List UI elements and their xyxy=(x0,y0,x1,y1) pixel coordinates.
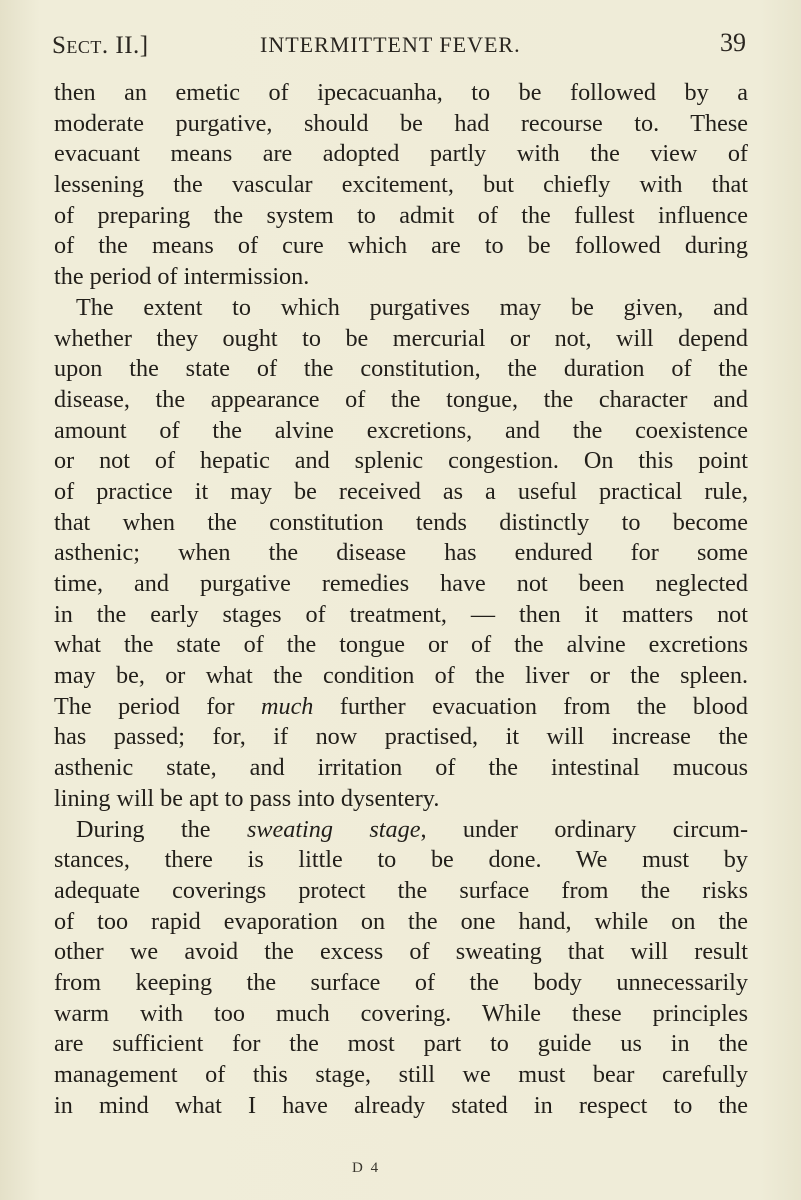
text-line xyxy=(54,815,748,846)
text-run: what the state of the tongue or of the alvine excretions xyxy=(54,631,748,659)
text-line xyxy=(54,661,748,692)
text-line xyxy=(54,538,748,569)
text-run: evacuant means are adopted partly with the view of xyxy=(54,140,748,168)
text-run: may be, or what the condition of the liver or the spleen. xyxy=(54,662,748,690)
text-run: of the means of cure which are to be followed during xyxy=(54,232,748,260)
text-line xyxy=(54,446,748,477)
text-line xyxy=(54,78,748,109)
text-line xyxy=(54,508,748,539)
text-line xyxy=(54,354,748,385)
text-run: of too rapid evaporation on the one hand, while on the xyxy=(54,907,748,935)
text-line xyxy=(54,569,748,600)
italic-phrase: much xyxy=(261,692,314,720)
text-line xyxy=(54,201,748,232)
text-line xyxy=(54,876,748,907)
text-run: time, and purgative remedies have not been neglected xyxy=(54,570,748,597)
text-line xyxy=(54,907,748,938)
text-line xyxy=(54,262,748,293)
running-header xyxy=(52,22,746,62)
text-run: has passed; for, if now practised, it will increase the xyxy=(54,723,748,751)
text-line xyxy=(54,722,748,753)
text-line xyxy=(54,937,748,968)
text-line xyxy=(54,1060,748,1091)
text-run: asthenic; when the disease has endured for some xyxy=(54,539,748,567)
text-run: During the xyxy=(76,815,247,843)
text-run: management of this stage, still we must bear carefully xyxy=(54,1061,748,1088)
page-number: 39 xyxy=(720,28,746,57)
text-run: The extent to which purgatives may be given, and xyxy=(76,293,748,321)
text-line xyxy=(54,630,748,661)
text-run: upon the state of the constitution, the duration of the xyxy=(54,355,748,383)
text-run: moderate purgative, should be had recourse to. These xyxy=(54,109,748,137)
text-run: disease, the appearance of the tongue, the character and xyxy=(54,385,748,413)
text-run: adequate coverings protect the surface from the risks xyxy=(54,876,748,904)
text-run: lining will be apt to pass into dysentery. xyxy=(54,784,440,812)
text-line xyxy=(54,999,748,1030)
text-line xyxy=(54,293,748,324)
text-line xyxy=(54,231,748,262)
text-line xyxy=(54,1091,748,1122)
text-run: amount of the alvine excretions, and the coexistence xyxy=(54,416,748,444)
text-run: in mind what I have already stated in respect to the xyxy=(54,1091,748,1119)
text-run: whether they ought to be mercurial or not, will depend xyxy=(54,324,748,352)
text-run: then an emetic of ipecacuanha, to be followed by a xyxy=(54,79,748,106)
text-line xyxy=(54,784,748,815)
text-run: stances, there is little to be done. We must by xyxy=(54,846,748,874)
text-run: are sufficient for the most part to guide us in the xyxy=(54,1030,748,1058)
text-run: or not of hepatic and splenic congestion. On this point xyxy=(54,447,748,475)
section-label: Sect. II.] xyxy=(52,32,149,59)
italic-phrase: sweating stage xyxy=(246,815,421,843)
text-line xyxy=(54,600,748,631)
text-line xyxy=(54,845,748,876)
text-run: of practice it may be received as a useful practical rule, xyxy=(54,477,748,505)
text-line xyxy=(54,477,748,508)
text-line xyxy=(54,324,748,355)
text-run: , under ordinary circum- xyxy=(420,815,748,843)
text-run: The period for xyxy=(54,692,262,720)
text-run: further evacuation from the blood xyxy=(313,692,748,720)
text-line xyxy=(54,109,748,140)
text-line xyxy=(54,692,748,723)
text-run: warm with too much covering. While these principles xyxy=(54,999,748,1027)
text-run: from keeping the surface of the body unnecessarily xyxy=(54,968,748,996)
text-run: the period of intermission. xyxy=(54,263,310,291)
text-line xyxy=(54,416,748,447)
text-line xyxy=(54,170,748,201)
text-run: other we avoid the excess of sweating that will result xyxy=(54,938,748,966)
text-run: lessening the vascular excitement, but chiefly with that xyxy=(54,171,748,199)
text-run: that when the constitution tends distinctly to become xyxy=(54,508,748,536)
text-line xyxy=(54,968,748,999)
text-line xyxy=(54,139,748,170)
body-text xyxy=(54,78,748,1121)
text-line xyxy=(54,385,748,416)
text-run: asthenic state, and irritation of the intestinal mucous xyxy=(54,754,748,782)
running-title: INTERMITTENT FEVER. xyxy=(260,32,521,57)
text-run: of preparing the system to admit of the fullest influence xyxy=(54,201,748,229)
text-line xyxy=(54,1029,748,1060)
text-line xyxy=(54,753,748,784)
signature-mark: D 4 xyxy=(352,1160,381,1176)
text-run: in the early stages of treatment, — then it matters not xyxy=(54,600,748,628)
